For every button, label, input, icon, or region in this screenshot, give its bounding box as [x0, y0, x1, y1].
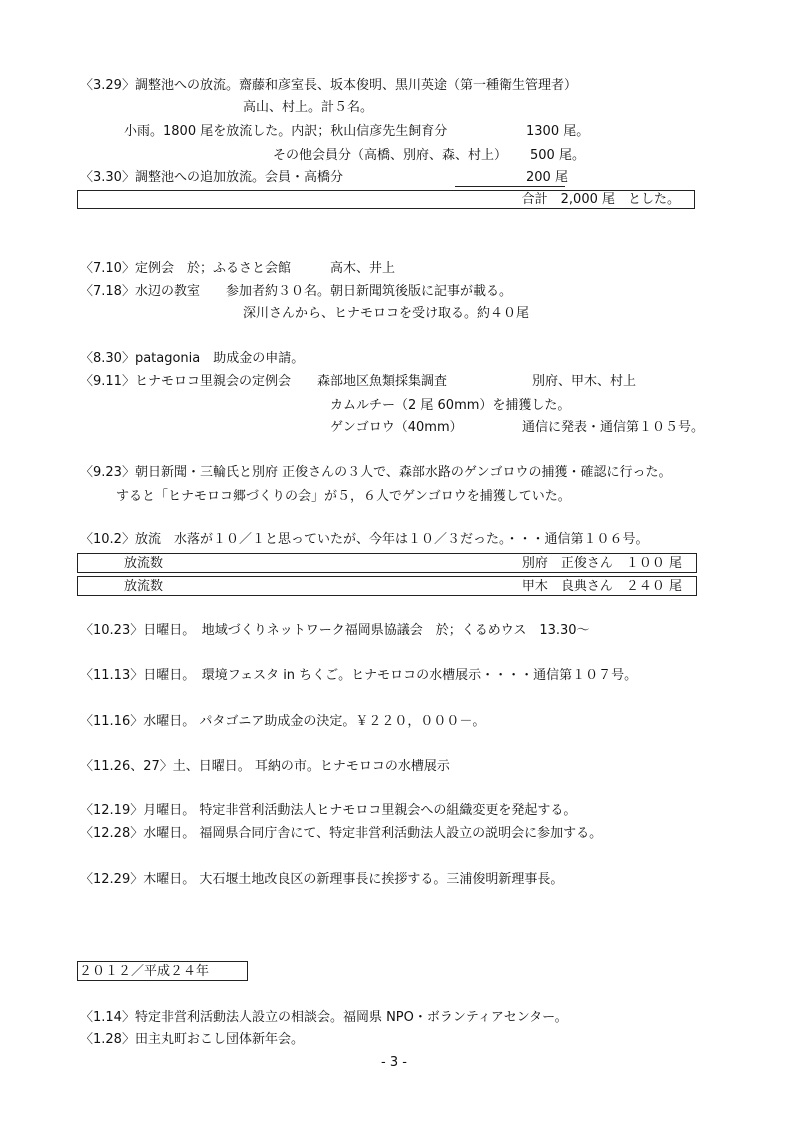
entry-3-29-release: 小雨。1800 尾を放流した。内訳；秋山信彦先生飼育分: [124, 124, 448, 139]
entry-7-18: 〈7.18〉水辺の教室 参加者約３０名。朝日新聞筑後版に記事が載る。: [80, 284, 512, 299]
entry-8-30: 〈8.30〉patagonia 助成金の申請。: [80, 351, 305, 366]
entry-1-28: 〈1.28〉田主丸町おこし団体新年会。: [80, 1032, 304, 1047]
entry-11-26: 〈11.26、27〉土、日曜日。 耳納の市。ヒナモロコの水槽展示: [80, 759, 450, 774]
release-row-2-label: 放流数: [124, 579, 164, 594]
entry-3-30: 〈3.30〉調整池への追加放流。会員・高橋分: [80, 170, 343, 185]
entry-7-10: 〈7.10〉定例会 於；ふるさと会館 高木、井上: [80, 261, 395, 276]
entry-9-23-cont: すると「ヒナモロコ郷づくりの会」が５，６人でゲンゴロウを捕獲していた。: [116, 489, 571, 504]
release-row-2: [77, 576, 697, 596]
entry-3-29-others: その他会員分（高橋、別府、森、村上）: [273, 148, 508, 163]
entry-10-2: 〈10.2〉放流 水落が１０／１と思っていたが、今年は１０／３だった。・・・通信第１０６号。: [80, 532, 649, 547]
entry-3-30-count: 200 尾: [526, 170, 568, 185]
release-row-2-value: 甲木 良典さん ２４０ 尾: [521, 579, 682, 594]
entry-12-28: 〈12.28〉水曜日。 福岡県合同庁舎にて、特定非営利活動法人設立の説明会に参加する。: [80, 826, 603, 841]
year-heading: [77, 961, 248, 981]
entry-9-11-catch-2: ゲンゴロウ（40mm）: [330, 420, 463, 435]
entry-9-11-catch-1: カムルチー（2 尾 60mm）を捕獲した。: [330, 398, 571, 413]
entry-9-11: 〈9.11〉ヒナモロコ里親会の定例会 森部地区魚類採集調査: [80, 374, 447, 389]
total-box: [77, 190, 695, 209]
year-heading-text: ２０１２／平成２４年: [79, 964, 210, 979]
page-number: - 3 -: [381, 1055, 407, 1070]
entry-3-29-release-count: 1300 尾。: [526, 124, 590, 139]
entry-3-29: 〈3.29〉調整池への放流。齋藤和彦室長、坂本俊明、黒川英途（第一種衛生管理者）: [80, 78, 577, 93]
entry-7-18-note: 深川さんから、ヒナモロコを受け取る。約４０尾: [243, 306, 530, 321]
entry-1-14: 〈1.14〉特定非営利活動法人設立の相談会。福岡県 NPO・ボランティアセンター。: [80, 1010, 568, 1025]
total-underline: [455, 186, 565, 187]
entry-3-29-members: 高山、村上。計５名。: [243, 100, 374, 115]
entry-12-19: 〈12.19〉月曜日。 特定非営利活動法人ヒナモロコ里親会への組織変更を発起する。: [80, 803, 577, 818]
release-row-1-value: 別府 正俊さん １００ 尾: [521, 556, 682, 571]
total-text: 合計 2,000 尾 とした。: [521, 192, 680, 207]
entry-3-29-others-count: 500 尾。: [530, 148, 585, 163]
entry-9-11-members: 別府、甲木、村上: [532, 374, 637, 389]
release-row-1-label: 放流数: [124, 556, 164, 571]
entry-11-13: 〈11.13〉日曜日。 環境フェスタ in ちくご。ヒナモロコの水槽展示・・・・通信第１０７号。: [80, 668, 638, 683]
entry-9-23: 〈9.23〉朝日新聞・三輪氏と別府 正俊さんの３人で、森部水路のゲンゴロウの捕獲・確認に行った。: [80, 465, 672, 480]
entry-10-23: 〈10.23〉日曜日。 地域づくりネットワーク福岡県協議会 於；くるめウス 13.30～: [80, 623, 590, 638]
entry-11-16: 〈11.16〉水曜日。 パタゴニア助成金の決定。￥２２０，０００－。: [80, 714, 486, 729]
entry-12-29: 〈12.29〉木曜日。 大石堰土地改良区の新理事長に挨拶する。三浦俊明新理事長。: [80, 872, 564, 887]
entry-9-11-report: 通信に発表・通信第１０５号。: [522, 420, 705, 435]
release-row-1: [77, 553, 697, 573]
